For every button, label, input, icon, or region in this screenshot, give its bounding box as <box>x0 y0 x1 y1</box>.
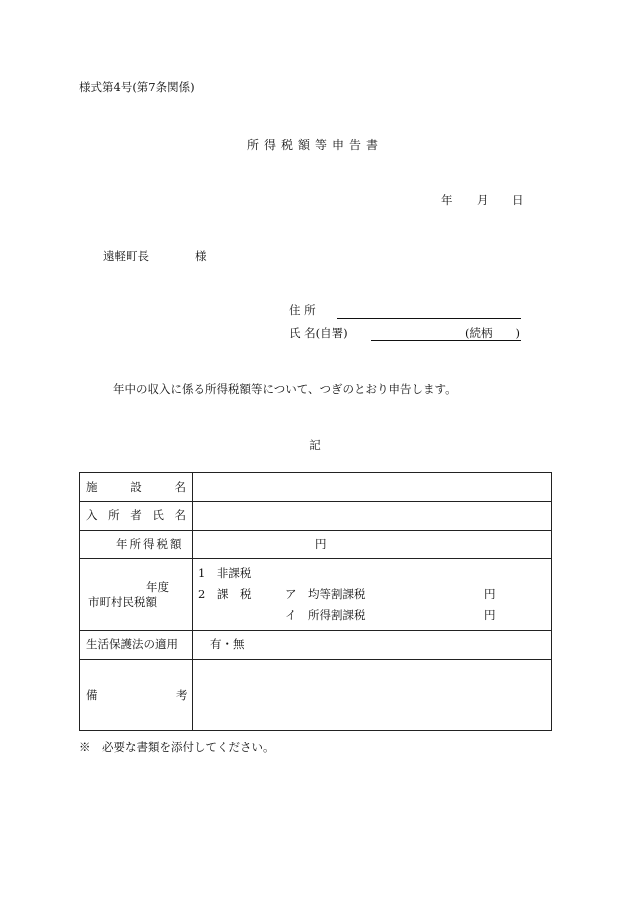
relation-label: (続柄 ) <box>465 326 520 340</box>
row-divider <box>80 630 551 631</box>
date-day-label: 日 <box>512 193 524 207</box>
ki-label: 記 <box>309 438 321 452</box>
sub-option-i-unit: 円 <box>484 608 496 622</box>
option-non-taxable[interactable]: 1 非課税 <box>198 566 252 580</box>
income-tax-field[interactable] <box>194 531 550 557</box>
resident-name-field[interactable] <box>194 502 550 529</box>
resident-label-char: 名 <box>174 508 186 522</box>
row-divider <box>80 558 551 559</box>
income-tax-label: 年所得税額 <box>116 537 184 551</box>
sub-option-i-label: 所得割課税 <box>308 608 366 622</box>
attachment-note: ※ 必要な書類を添付してください。 <box>79 740 275 754</box>
statement-text: 年中の収入に係る所得税額等について、つぎのとおり申告します。 <box>113 382 457 396</box>
declaration-table <box>79 472 552 731</box>
date-month-label: 月 <box>477 193 489 207</box>
remarks-field[interactable] <box>194 661 550 729</box>
remarks-label-left: 備 <box>86 688 98 702</box>
welfare-law-label: 生活保護法の適用 <box>86 637 178 651</box>
name-field[interactable] <box>371 340 521 341</box>
resident-label-char: 氏 <box>152 508 164 522</box>
income-tax-unit: 円 <box>315 537 327 551</box>
addressee-honorific: 様 <box>195 249 207 263</box>
welfare-law-value[interactable]: 有・無 <box>210 637 245 651</box>
resident-label-char: 者 <box>130 508 142 522</box>
resident-name-label <box>86 510 186 522</box>
resident-label-char: 所 <box>108 508 120 522</box>
facility-name-label <box>86 482 186 494</box>
address-field[interactable] <box>337 318 521 319</box>
option-taxable-number: 2 <box>198 587 206 601</box>
remarks-label-right: 考 <box>176 688 188 702</box>
facility-label-char: 名 <box>174 480 186 494</box>
facility-name-field[interactable] <box>194 474 550 500</box>
sub-option-a-mark: ア <box>285 587 297 601</box>
municipal-tax-label: 市町村民税額 <box>88 595 157 609</box>
addressee-name: 遠軽町長 <box>103 249 149 263</box>
table-divider <box>192 473 193 730</box>
document-title: 所得税額等申告書 <box>246 138 383 152</box>
address-label: 住 所 <box>289 303 316 317</box>
sub-option-i-mark: イ <box>285 608 297 622</box>
resident-label-char: 入 <box>86 508 98 522</box>
row-divider <box>80 659 551 660</box>
municipal-tax-year-label: 年度 <box>146 580 169 594</box>
date-year-label: 年 <box>441 193 453 207</box>
sub-option-a-unit: 円 <box>484 587 496 601</box>
option-taxable[interactable]: 課 税 <box>217 587 252 601</box>
form-number: 様式第4号(第7条関係) <box>79 80 195 94</box>
facility-label-char: 施 <box>86 480 98 494</box>
name-label: 氏 名(自署) <box>289 326 348 340</box>
facility-label-char: 設 <box>130 480 142 494</box>
sub-option-a-label: 均等割課税 <box>308 587 366 601</box>
